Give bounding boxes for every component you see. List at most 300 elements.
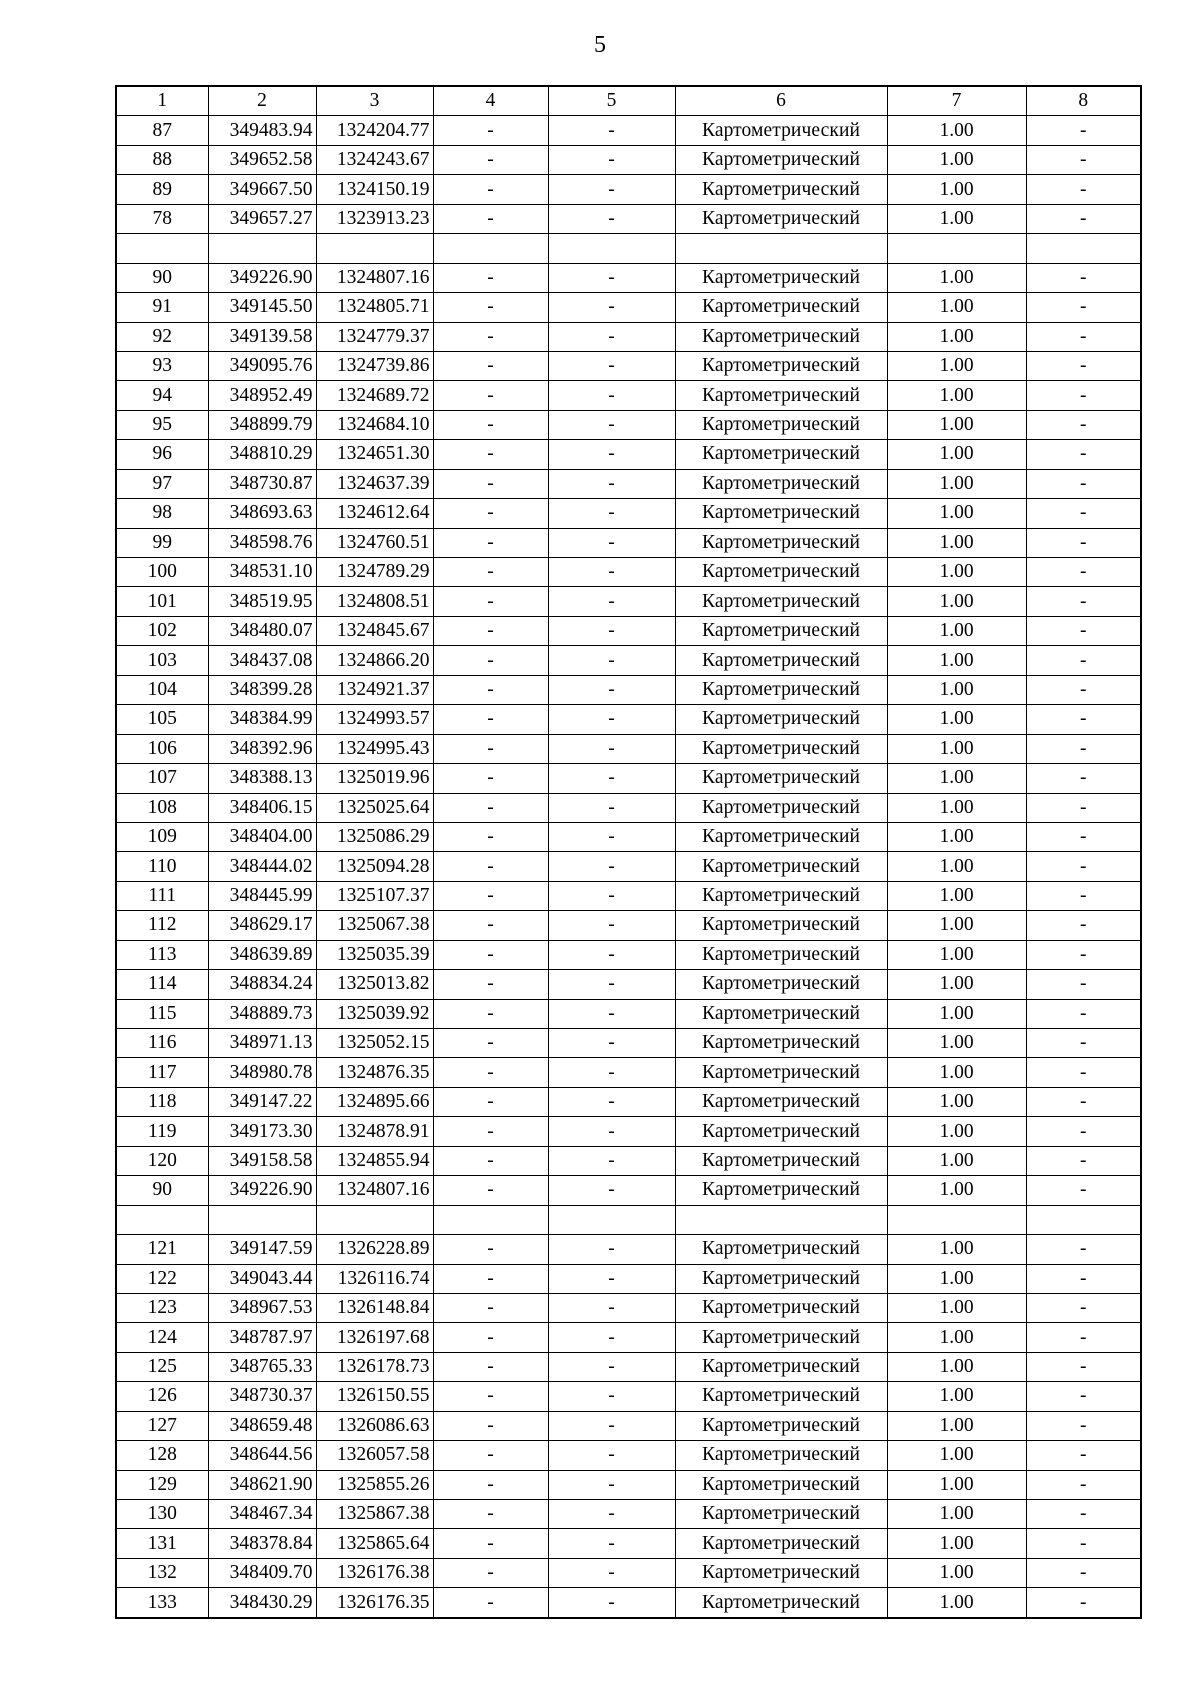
table-row xyxy=(116,263,1141,292)
cell-method: Картометрический xyxy=(675,322,887,351)
cell-point-number: 78 xyxy=(116,204,208,233)
cell-accuracy: 1.00 xyxy=(887,1058,1026,1087)
cell-method: Картометрический xyxy=(675,940,887,969)
cell-method: Картометрический xyxy=(675,1588,887,1618)
cell-point-number: 117 xyxy=(116,1058,208,1087)
cell-method: Картометрический xyxy=(675,587,887,616)
cell-y-coordinate: 1324689.72 xyxy=(316,381,433,410)
cell-accuracy: 1.00 xyxy=(887,1176,1026,1205)
cell-x-coordinate: 348444.02 xyxy=(208,852,316,881)
cell-col4: - xyxy=(433,616,548,645)
column-header: 8 xyxy=(1026,86,1141,116)
cell-col8: - xyxy=(1026,587,1141,616)
cell-col4: - xyxy=(433,1588,548,1618)
cell-y-coordinate: 1324807.16 xyxy=(316,1176,433,1205)
cell-col4: - xyxy=(433,822,548,851)
cell-point-number: 129 xyxy=(116,1470,208,1499)
cell-method: Картометрический xyxy=(675,1441,887,1470)
cell-col5: - xyxy=(548,1588,675,1618)
cell-x-coordinate: 348659.48 xyxy=(208,1411,316,1440)
cell-y-coordinate: 1324150.19 xyxy=(316,175,433,204)
table-row xyxy=(116,1588,1141,1618)
cell-col8: - xyxy=(1026,116,1141,145)
cell-x-coordinate: 348437.08 xyxy=(208,646,316,675)
cell-method: Картометрический xyxy=(675,116,887,145)
cell-col8: - xyxy=(1026,469,1141,498)
cell-point-number: 102 xyxy=(116,616,208,645)
cell-col4: - xyxy=(433,381,548,410)
cell-point-number: 113 xyxy=(116,940,208,969)
cell-accuracy: 1.00 xyxy=(887,881,1026,910)
cell-accuracy: 1.00 xyxy=(887,558,1026,587)
table-row xyxy=(116,351,1141,380)
cell-y-coordinate: 1325025.64 xyxy=(316,793,433,822)
cell-x-coordinate: 348409.70 xyxy=(208,1558,316,1587)
cell-y-coordinate: 1325107.37 xyxy=(316,881,433,910)
cell-col8: - xyxy=(1026,145,1141,174)
cell-method: Картометрический xyxy=(675,1529,887,1558)
table-row xyxy=(116,469,1141,498)
cell-accuracy: 1.00 xyxy=(887,1293,1026,1322)
cell-col5: - xyxy=(548,263,675,292)
table-row xyxy=(116,852,1141,881)
cell-accuracy: 1.00 xyxy=(887,764,1026,793)
column-header: 7 xyxy=(887,86,1026,116)
cell-col4: - xyxy=(433,1293,548,1322)
cell-point-number: 118 xyxy=(116,1087,208,1116)
cell-col4 xyxy=(433,234,548,263)
cell-col8: - xyxy=(1026,499,1141,528)
cell-point-number: 114 xyxy=(116,970,208,999)
cell-x-coordinate: 348430.29 xyxy=(208,1588,316,1618)
cell-col4 xyxy=(433,1205,548,1234)
cell-point-number: 92 xyxy=(116,322,208,351)
cell-accuracy: 1.00 xyxy=(887,1382,1026,1411)
table-row xyxy=(116,1058,1141,1087)
cell-col5: - xyxy=(548,1264,675,1293)
cell-col4: - xyxy=(433,204,548,233)
cell-col4: - xyxy=(433,263,548,292)
cell-x-coordinate: 348621.90 xyxy=(208,1470,316,1499)
column-header: 5 xyxy=(548,86,675,116)
table-row xyxy=(116,646,1141,675)
cell-col5: - xyxy=(548,881,675,910)
cell-method: Картометрический xyxy=(675,1176,887,1205)
table-row xyxy=(116,793,1141,822)
cell-y-coordinate: 1324993.57 xyxy=(316,705,433,734)
cell-accuracy: 1.00 xyxy=(887,263,1026,292)
column-header: 3 xyxy=(316,86,433,116)
cell-method: Картометрический xyxy=(675,1411,887,1440)
cell-col8: - xyxy=(1026,1558,1141,1587)
table-row xyxy=(116,381,1141,410)
cell-y-coordinate: 1324876.35 xyxy=(316,1058,433,1087)
cell-method: Картометрический xyxy=(675,911,887,940)
cell-col4: - xyxy=(433,999,548,1028)
cell-y-coordinate: 1324789.29 xyxy=(316,558,433,587)
cell-point-number: 103 xyxy=(116,646,208,675)
cell-method: Картометрический xyxy=(675,822,887,851)
cell-point-number: 97 xyxy=(116,469,208,498)
cell-y-coordinate: 1326148.84 xyxy=(316,1293,433,1322)
cell-y-coordinate: 1324855.94 xyxy=(316,1146,433,1175)
cell-col4: - xyxy=(433,1235,548,1264)
cell-x-coordinate: 349043.44 xyxy=(208,1264,316,1293)
cell-col4: - xyxy=(433,764,548,793)
cell-point-number: 105 xyxy=(116,705,208,734)
cell-x-coordinate: 348644.56 xyxy=(208,1441,316,1470)
table-row xyxy=(116,558,1141,587)
cell-x-coordinate: 348384.99 xyxy=(208,705,316,734)
cell-col8: - xyxy=(1026,911,1141,940)
column-header: 4 xyxy=(433,86,548,116)
cell-y-coordinate: 1324995.43 xyxy=(316,734,433,763)
cell-accuracy: 1.00 xyxy=(887,1323,1026,1352)
cell-accuracy: 1.00 xyxy=(887,499,1026,528)
table-row xyxy=(116,1382,1141,1411)
cell-col4: - xyxy=(433,293,548,322)
cell-method: Картометрический xyxy=(675,852,887,881)
cell-method: Картометрический xyxy=(675,351,887,380)
table-row xyxy=(116,1529,1141,1558)
cell-x-coordinate: 348693.63 xyxy=(208,499,316,528)
cell-col5: - xyxy=(548,793,675,822)
cell-y-coordinate: 1326116.74 xyxy=(316,1264,433,1293)
cell-accuracy: 1.00 xyxy=(887,322,1026,351)
cell-x-coordinate: 348445.99 xyxy=(208,881,316,910)
cell-method: Картометрический xyxy=(675,1382,887,1411)
cell-x-coordinate: 348765.33 xyxy=(208,1352,316,1381)
cell-point-number: 126 xyxy=(116,1382,208,1411)
cell-y-coordinate: 1326176.38 xyxy=(316,1558,433,1587)
cell-col5: - xyxy=(548,1176,675,1205)
cell-accuracy: 1.00 xyxy=(887,1146,1026,1175)
cell-col8: - xyxy=(1026,940,1141,969)
table-row xyxy=(116,204,1141,233)
cell-x-coordinate: 349145.50 xyxy=(208,293,316,322)
cell-method: Картометрический xyxy=(675,1058,887,1087)
cell-method: Картометрический xyxy=(675,734,887,763)
cell-y-coordinate: 1326150.55 xyxy=(316,1382,433,1411)
table-row xyxy=(116,940,1141,969)
cell-y-coordinate: 1325013.82 xyxy=(316,970,433,999)
cell-col8: - xyxy=(1026,204,1141,233)
cell-point-number: 99 xyxy=(116,528,208,557)
table-row xyxy=(116,1117,1141,1146)
cell-point-number: 98 xyxy=(116,499,208,528)
cell-col5 xyxy=(548,234,675,263)
cell-col8: - xyxy=(1026,175,1141,204)
cell-col8: - xyxy=(1026,793,1141,822)
cell-method: Картометрический xyxy=(675,1235,887,1264)
cell-col8: - xyxy=(1026,1500,1141,1529)
cell-y-coordinate: 1324243.67 xyxy=(316,145,433,174)
cell-col5: - xyxy=(548,1529,675,1558)
cell-col5: - xyxy=(548,558,675,587)
cell-col8: - xyxy=(1026,852,1141,881)
cell-col4: - xyxy=(433,1529,548,1558)
table-row xyxy=(116,1146,1141,1175)
cell-point-number: 96 xyxy=(116,440,208,469)
cell-x-coordinate: 348787.97 xyxy=(208,1323,316,1352)
cell-accuracy: 1.00 xyxy=(887,793,1026,822)
cell-accuracy xyxy=(887,234,1026,263)
cell-y-coordinate: 1325019.96 xyxy=(316,764,433,793)
cell-accuracy: 1.00 xyxy=(887,1029,1026,1058)
cell-col5: - xyxy=(548,1558,675,1587)
cell-col5: - xyxy=(548,1235,675,1264)
cell-y-coordinate xyxy=(316,1205,433,1234)
cell-col5: - xyxy=(548,1382,675,1411)
cell-point-number: 125 xyxy=(116,1352,208,1381)
cell-col4: - xyxy=(433,558,548,587)
cell-method: Картометрический xyxy=(675,469,887,498)
cell-point-number xyxy=(116,234,208,263)
cell-col8: - xyxy=(1026,1352,1141,1381)
cell-point-number: 111 xyxy=(116,881,208,910)
cell-col8: - xyxy=(1026,616,1141,645)
cell-y-coordinate: 1324204.77 xyxy=(316,116,433,145)
cell-x-coordinate: 348598.76 xyxy=(208,528,316,557)
cell-col4: - xyxy=(433,881,548,910)
cell-point-number: 124 xyxy=(116,1323,208,1352)
cell-x-coordinate: 348388.13 xyxy=(208,764,316,793)
cell-y-coordinate: 1325855.26 xyxy=(316,1470,433,1499)
cell-x-coordinate: 348899.79 xyxy=(208,410,316,439)
cell-col5: - xyxy=(548,1441,675,1470)
cell-point-number: 109 xyxy=(116,822,208,851)
cell-col4: - xyxy=(433,911,548,940)
cell-y-coordinate: 1326176.35 xyxy=(316,1588,433,1618)
cell-accuracy: 1.00 xyxy=(887,675,1026,704)
cell-accuracy: 1.00 xyxy=(887,970,1026,999)
cell-point-number: 131 xyxy=(116,1529,208,1558)
cell-method: Картометрический xyxy=(675,1352,887,1381)
cell-col4: - xyxy=(433,410,548,439)
cell-y-coordinate: 1325867.38 xyxy=(316,1500,433,1529)
cell-x-coordinate: 349652.58 xyxy=(208,145,316,174)
cell-accuracy: 1.00 xyxy=(887,999,1026,1028)
table-row xyxy=(116,1470,1141,1499)
cell-col4: - xyxy=(433,1029,548,1058)
cell-y-coordinate: 1324684.10 xyxy=(316,410,433,439)
cell-y-coordinate: 1324612.64 xyxy=(316,499,433,528)
cell-col5: - xyxy=(548,1058,675,1087)
cell-x-coordinate: 348378.84 xyxy=(208,1529,316,1558)
cell-point-number: 93 xyxy=(116,351,208,380)
cell-col4: - xyxy=(433,175,548,204)
table-row xyxy=(116,528,1141,557)
cell-col4: - xyxy=(433,1264,548,1293)
cell-col5: - xyxy=(548,940,675,969)
cell-col4: - xyxy=(433,1558,548,1587)
cell-col8: - xyxy=(1026,764,1141,793)
cell-accuracy: 1.00 xyxy=(887,911,1026,940)
table-row xyxy=(116,499,1141,528)
cell-method: Картометрический xyxy=(675,1146,887,1175)
table-row xyxy=(116,705,1141,734)
cell-col4: - xyxy=(433,1117,548,1146)
cell-col5: - xyxy=(548,852,675,881)
cell-col5: - xyxy=(548,1352,675,1381)
cell-col4: - xyxy=(433,940,548,969)
cell-col4: - xyxy=(433,1500,548,1529)
table-row xyxy=(116,1176,1141,1205)
cell-col5: - xyxy=(548,646,675,675)
cell-col4: - xyxy=(433,793,548,822)
cell-accuracy: 1.00 xyxy=(887,469,1026,498)
cell-col4: - xyxy=(433,440,548,469)
cell-method: Картометрический xyxy=(675,558,887,587)
cell-method: Картометрический xyxy=(675,1293,887,1322)
cell-point-number: 122 xyxy=(116,1264,208,1293)
cell-col8: - xyxy=(1026,528,1141,557)
cell-col8: - xyxy=(1026,558,1141,587)
cell-col4: - xyxy=(433,145,548,174)
cell-method: Картометрический xyxy=(675,293,887,322)
cell-y-coordinate: 1325052.15 xyxy=(316,1029,433,1058)
cell-y-coordinate: 1324739.86 xyxy=(316,351,433,380)
cell-method xyxy=(675,234,887,263)
cell-point-number: 100 xyxy=(116,558,208,587)
table-row xyxy=(116,1558,1141,1587)
cell-col8: - xyxy=(1026,999,1141,1028)
cell-col4: - xyxy=(433,705,548,734)
cell-point-number: 89 xyxy=(116,175,208,204)
cell-point-number: 121 xyxy=(116,1235,208,1264)
cell-accuracy: 1.00 xyxy=(887,1558,1026,1587)
cell-col8: - xyxy=(1026,1235,1141,1264)
cell-col4: - xyxy=(433,351,548,380)
coordinates-table xyxy=(115,85,1142,1619)
cell-method: Картометрический xyxy=(675,705,887,734)
cell-y-coordinate: 1326228.89 xyxy=(316,1235,433,1264)
cell-method: Картометрический xyxy=(675,616,887,645)
table-row xyxy=(116,1029,1141,1058)
cell-y-coordinate: 1324845.67 xyxy=(316,616,433,645)
cell-x-coordinate: 349095.76 xyxy=(208,351,316,380)
table-row xyxy=(116,734,1141,763)
cell-method xyxy=(675,1205,887,1234)
cell-col8: - xyxy=(1026,1323,1141,1352)
cell-accuracy: 1.00 xyxy=(887,1411,1026,1440)
cell-col5: - xyxy=(548,911,675,940)
table-row xyxy=(116,911,1141,940)
cell-method: Картометрический xyxy=(675,528,887,557)
cell-method: Картометрический xyxy=(675,410,887,439)
cell-accuracy: 1.00 xyxy=(887,646,1026,675)
cell-y-coordinate: 1325039.92 xyxy=(316,999,433,1028)
table-row xyxy=(116,999,1141,1028)
cell-point-number xyxy=(116,1205,208,1234)
cell-y-coordinate: 1323913.23 xyxy=(316,204,433,233)
cell-col8 xyxy=(1026,1205,1141,1234)
cell-col8: - xyxy=(1026,1117,1141,1146)
cell-method: Картометрический xyxy=(675,999,887,1028)
cell-col5: - xyxy=(548,145,675,174)
table-row xyxy=(116,1352,1141,1381)
cell-col4: - xyxy=(433,1441,548,1470)
cell-x-coordinate: 348810.29 xyxy=(208,440,316,469)
table-separator-row xyxy=(116,234,1141,263)
cell-accuracy: 1.00 xyxy=(887,1588,1026,1618)
cell-point-number: 127 xyxy=(116,1411,208,1440)
cell-col8: - xyxy=(1026,1146,1141,1175)
cell-x-coordinate: 348406.15 xyxy=(208,793,316,822)
cell-accuracy: 1.00 xyxy=(887,1235,1026,1264)
cell-col8: - xyxy=(1026,1087,1141,1116)
cell-col4: - xyxy=(433,322,548,351)
cell-point-number: 115 xyxy=(116,999,208,1028)
cell-col5: - xyxy=(548,1293,675,1322)
cell-point-number: 88 xyxy=(116,145,208,174)
table-row xyxy=(116,175,1141,204)
cell-x-coordinate: 348952.49 xyxy=(208,381,316,410)
cell-accuracy: 1.00 xyxy=(887,145,1026,174)
cell-accuracy: 1.00 xyxy=(887,852,1026,881)
cell-y-coordinate: 1324878.91 xyxy=(316,1117,433,1146)
cell-accuracy: 1.00 xyxy=(887,587,1026,616)
cell-method: Картометрический xyxy=(675,793,887,822)
cell-y-coordinate: 1324895.66 xyxy=(316,1087,433,1116)
cell-point-number: 90 xyxy=(116,263,208,292)
cell-col8: - xyxy=(1026,1058,1141,1087)
cell-accuracy: 1.00 xyxy=(887,528,1026,557)
cell-col8: - xyxy=(1026,1029,1141,1058)
cell-method: Картометрический xyxy=(675,675,887,704)
cell-col4: - xyxy=(433,646,548,675)
column-header: 2 xyxy=(208,86,316,116)
cell-col8: - xyxy=(1026,322,1141,351)
cell-col4: - xyxy=(433,1176,548,1205)
cell-x-coordinate: 348392.96 xyxy=(208,734,316,763)
cell-col4: - xyxy=(433,1470,548,1499)
cell-col5: - xyxy=(548,970,675,999)
cell-col4: - xyxy=(433,734,548,763)
cell-point-number: 132 xyxy=(116,1558,208,1587)
cell-col4: - xyxy=(433,675,548,704)
table-row xyxy=(116,145,1141,174)
cell-accuracy: 1.00 xyxy=(887,1352,1026,1381)
cell-accuracy: 1.00 xyxy=(887,175,1026,204)
cell-accuracy: 1.00 xyxy=(887,351,1026,380)
cell-x-coordinate: 349147.22 xyxy=(208,1087,316,1116)
cell-col5: - xyxy=(548,381,675,410)
cell-col5: - xyxy=(548,440,675,469)
table-separator-row xyxy=(116,1205,1141,1234)
cell-accuracy: 1.00 xyxy=(887,705,1026,734)
cell-accuracy: 1.00 xyxy=(887,1500,1026,1529)
cell-point-number: 95 xyxy=(116,410,208,439)
cell-x-coordinate: 349139.58 xyxy=(208,322,316,351)
cell-method: Картометрический xyxy=(675,1087,887,1116)
cell-col5: - xyxy=(548,469,675,498)
cell-col5: - xyxy=(548,351,675,380)
cell-col5: - xyxy=(548,705,675,734)
cell-point-number: 107 xyxy=(116,764,208,793)
cell-col5: - xyxy=(548,675,675,704)
cell-col8: - xyxy=(1026,646,1141,675)
cell-col5: - xyxy=(548,822,675,851)
cell-method: Картометрический xyxy=(675,263,887,292)
cell-point-number: 133 xyxy=(116,1588,208,1618)
cell-y-coordinate: 1325067.38 xyxy=(316,911,433,940)
cell-col8: - xyxy=(1026,1470,1141,1499)
cell-y-coordinate: 1324921.37 xyxy=(316,675,433,704)
cell-y-coordinate: 1325094.28 xyxy=(316,852,433,881)
cell-x-coordinate: 349226.90 xyxy=(208,1176,316,1205)
cell-col5: - xyxy=(548,204,675,233)
